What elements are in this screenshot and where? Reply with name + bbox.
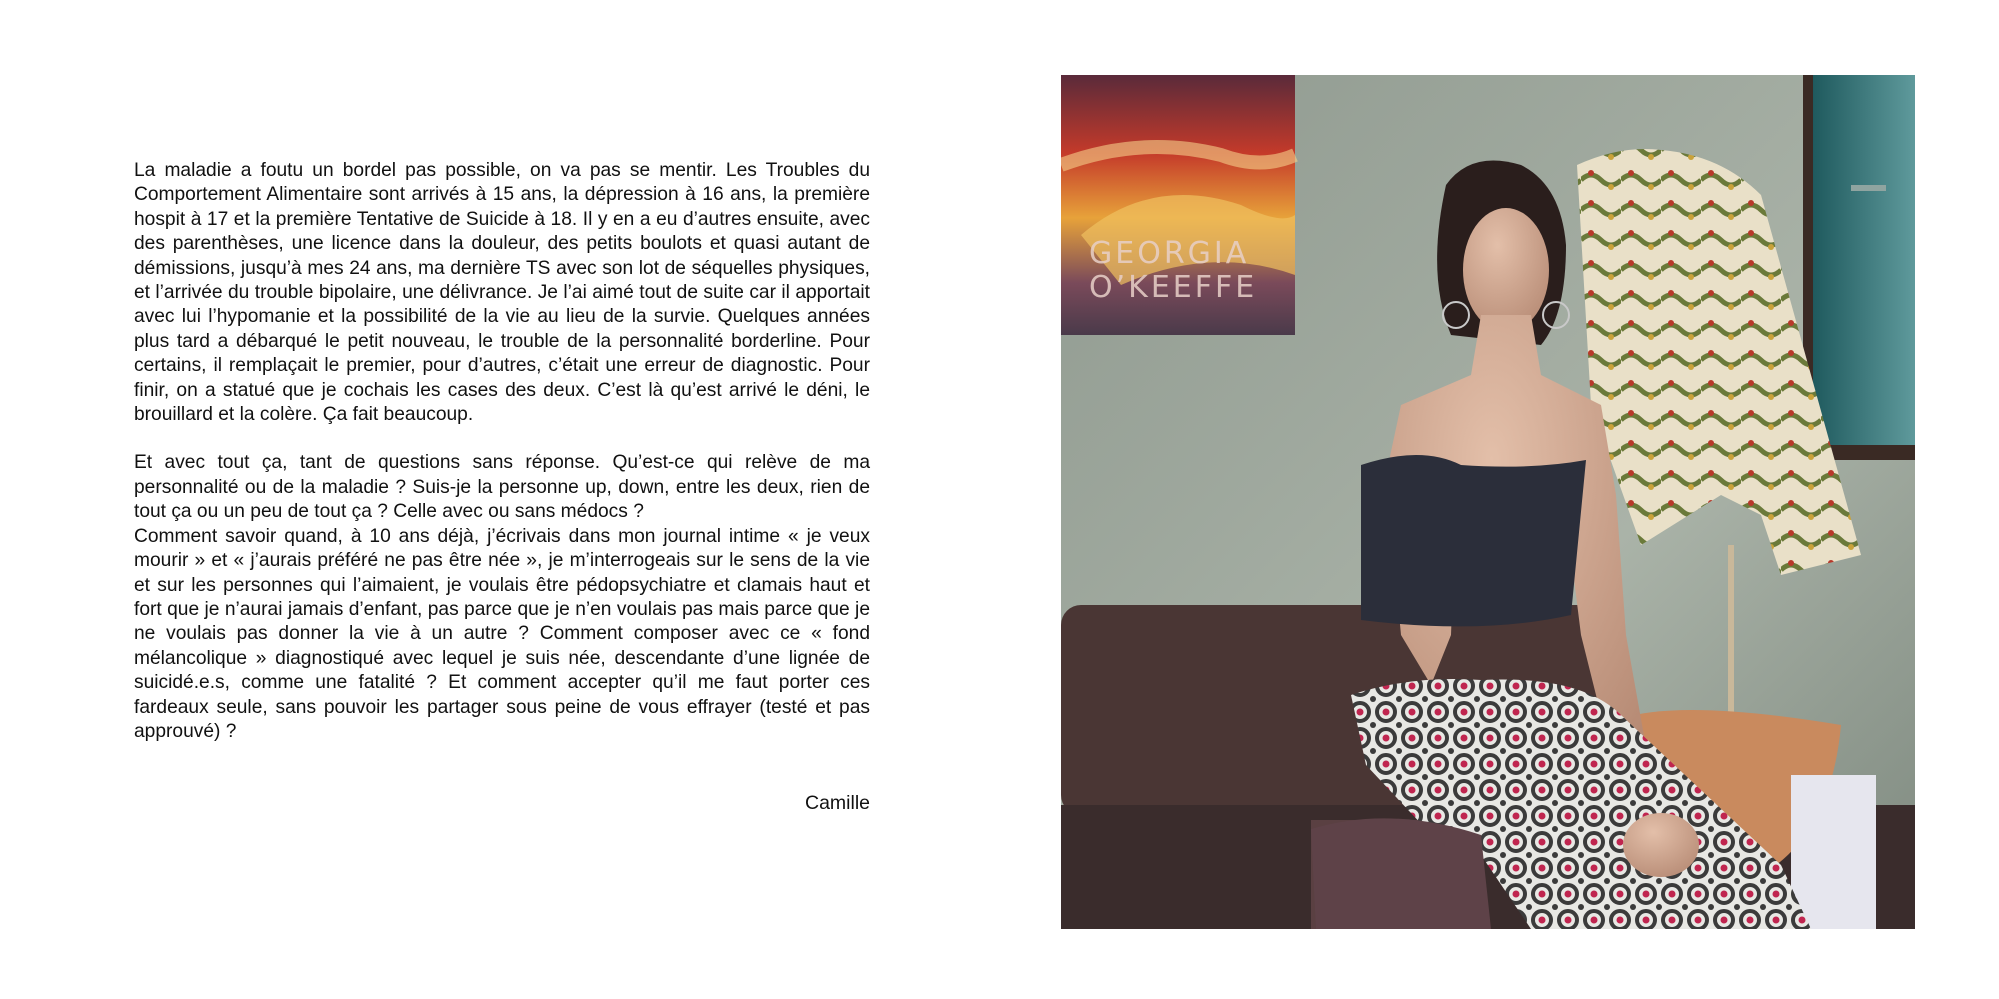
poster-title-line2: O’KEEFFE — [1089, 270, 1258, 305]
signature: Camille — [804, 792, 870, 814]
window — [1803, 75, 1915, 460]
paragraph-1: La maladie a foutu un bordel pas possible, on va pas se mentir. Les Troubles du Comportement Alimentaire sont arrivés à 15 ans, la dépression à 16 ans, la première hospit à 17 et la première Tentative de Suicide à 18. Il y en a eu d’autres ensuite, avec des parenthèses, une licence dans la douleur, des petits boulots et quasi autant de démissions, jusqu’à mes 24 ans, ma dernière TS avec son lot de séquelles physiques, et l’arrivée du trouble bipolaire, une délivrance. Je l’ai aimé tout de suite car il apportait avec lui l’hypomanie et la possibilité de la vie au lieu de la survie. Quelques années plus tard a débarqué le petit nouveau, le trouble de la personnalité borderline. Pour certains, il remplaçait le premier, pour d’autres, c’était une erreur de diagnostic. Pour finir, on a statué que je cochais les cases des deux. C’est là qu’est arrivé le déni, le brouillard et la colère. Ça fait beaucoup. — [134, 160, 870, 426]
poster — [1061, 75, 1295, 335]
poster-title-line1: GEORGIA — [1089, 236, 1250, 271]
portrait-illustration — [1061, 75, 1915, 929]
portrait-photo — [1061, 75, 1915, 929]
paragraph-2: Et avec tout ça, tant de questions sans réponse. Qu’est-ce qui relève de ma personnalité ou de la maladie ? Suis-je la personne up, down, entre les deux, rien de tout ça ou un peu de tout ça ? Celle avec ou sans médocs ? — [134, 452, 870, 523]
essay-text — [134, 159, 870, 744]
paragraph-3: Comment savoir quand, à 10 ans déjà, j’écrivais dans mon journal intime « je veux mourir » et « j’aurais préféré ne pas être née », je m’interrogeais sur le sens de la vie et sur les personnes qui l’aimaient, je voulais être pédopsychiatre et clamais haut et fort que je n’aurai jamais d’enfant, pas parce que je n’en voulais pas mais parce que je ne voulais pas donner la vie à un autre ? Comment composer avec ce « fond mélancolique » diagnostiqué avec lequel je suis née, descendante d’une lignée de suicidé.e.s, comme une fatalité ? Et comment accepter qu’il me faut porter ces fardeaux seule, sans pouvoir les partager sous peine de vous effrayer (testé et pas approuvé) ? — [134, 525, 870, 742]
